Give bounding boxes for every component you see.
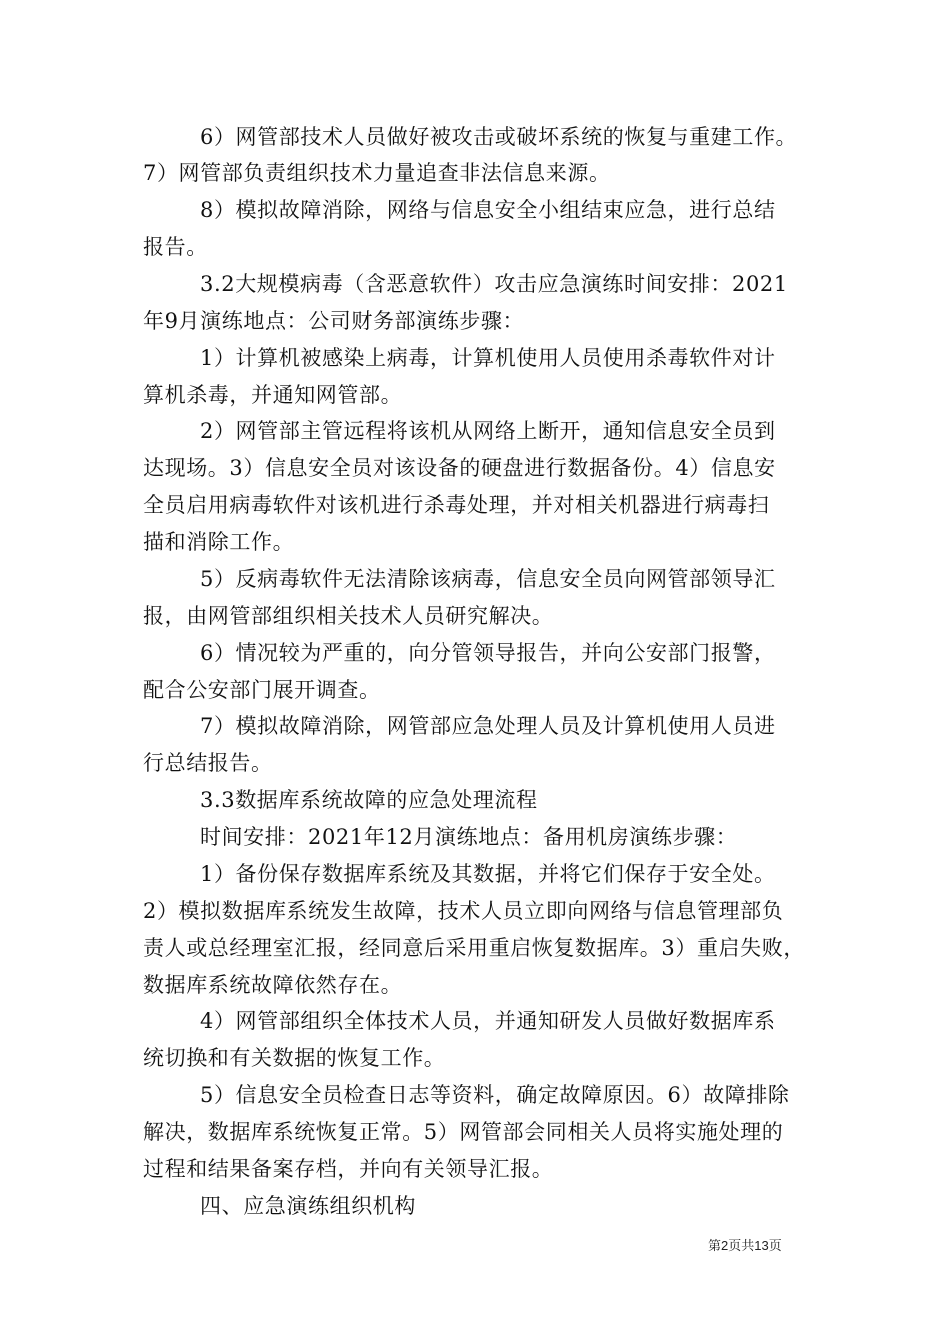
paragraph-line: 过程和结果备案存档，并向有关领导汇报。	[143, 1157, 554, 1181]
paragraph-line: 年9月演练地点：公司财务部演练步骤：	[143, 309, 525, 333]
paragraph-line: 2）网管部主管远程将该机从网络上断开，通知信息安全员到	[200, 419, 776, 443]
paragraph-line: 1）计算机被感染上病毒，计算机使用人员使用杀毒软件对计	[200, 346, 776, 370]
paragraph-line: 7）网管部负责组织技术力量追查非法信息来源。	[143, 161, 611, 185]
paragraph-line: 描和消除工作。	[143, 530, 295, 554]
paragraph-line: 7）模拟故障消除，网管部应急处理人员及计算机使用人员进	[200, 714, 776, 738]
paragraph-line: 达现场。3）信息安全员对该设备的硬盘进行数据备份。4）信息安	[143, 456, 776, 480]
paragraph-line: 配合公安部门展开调查。	[143, 678, 381, 702]
paragraph-line: 四、应急演练组织机构	[200, 1194, 416, 1218]
paragraph-line: 5）反病毒软件无法清除该病毒，信息安全员向网管部领导汇	[200, 567, 776, 591]
paragraph-line: 数据库系统故障依然存在。	[143, 973, 403, 997]
paragraph-line: 3.3数据库系统故障的应急处理流程	[200, 788, 538, 812]
paragraph-line: 8）模拟故障消除，网络与信息安全小组结束应急，进行总结	[200, 198, 776, 222]
paragraph-line: 6）网管部技术人员做好被攻击或破坏系统的恢复与重建工作。	[200, 125, 798, 149]
paragraph-line: 5）信息安全员检查日志等资料，确定故障原因。6）故障排除	[200, 1083, 790, 1107]
paragraph-line: 责人或总经理室汇报，经同意后采用重启恢复数据库。3）重启失败，	[143, 936, 805, 960]
paragraph-line: 6）情况较为严重的，向分管领导报告，并向公安部门报警，	[200, 641, 776, 665]
paragraph-line: 4）网管部组织全体技术人员，并通知研发人员做好数据库系	[200, 1009, 776, 1033]
paragraph-line: 3.2大规模病毒（含恶意软件）攻击应急演练时间安排：2021	[200, 272, 788, 296]
paragraph-line: 报，由网管部组织相关技术人员研究解决。	[143, 604, 554, 628]
paragraph-line: 报告。	[143, 235, 208, 259]
paragraph-line: 1）备份保存数据库系统及其数据，并将它们保存于安全处。	[200, 862, 776, 886]
paragraph-line: 全员启用病毒软件对该机进行杀毒处理，并对相关机器进行病毒扫	[143, 493, 770, 517]
paragraph-line: 时间安排：2021年12月演练地点：备用机房演练步骤：	[200, 825, 738, 849]
paragraph-line: 解决，数据库系统恢复正常。5）网管部会同相关人员将实施处理的	[143, 1120, 784, 1144]
paragraph-line: 统切换和有关数据的恢复工作。	[143, 1046, 446, 1070]
paragraph-line: 行总结报告。	[143, 751, 273, 775]
page-number-footer: 第2页共13页	[708, 1238, 782, 1253]
paragraph-line: 算机杀毒，并通知网管部。	[143, 383, 403, 407]
paragraph-line: 2）模拟数据库系统发生故障，技术人员立即向网络与信息管理部负	[143, 899, 784, 923]
